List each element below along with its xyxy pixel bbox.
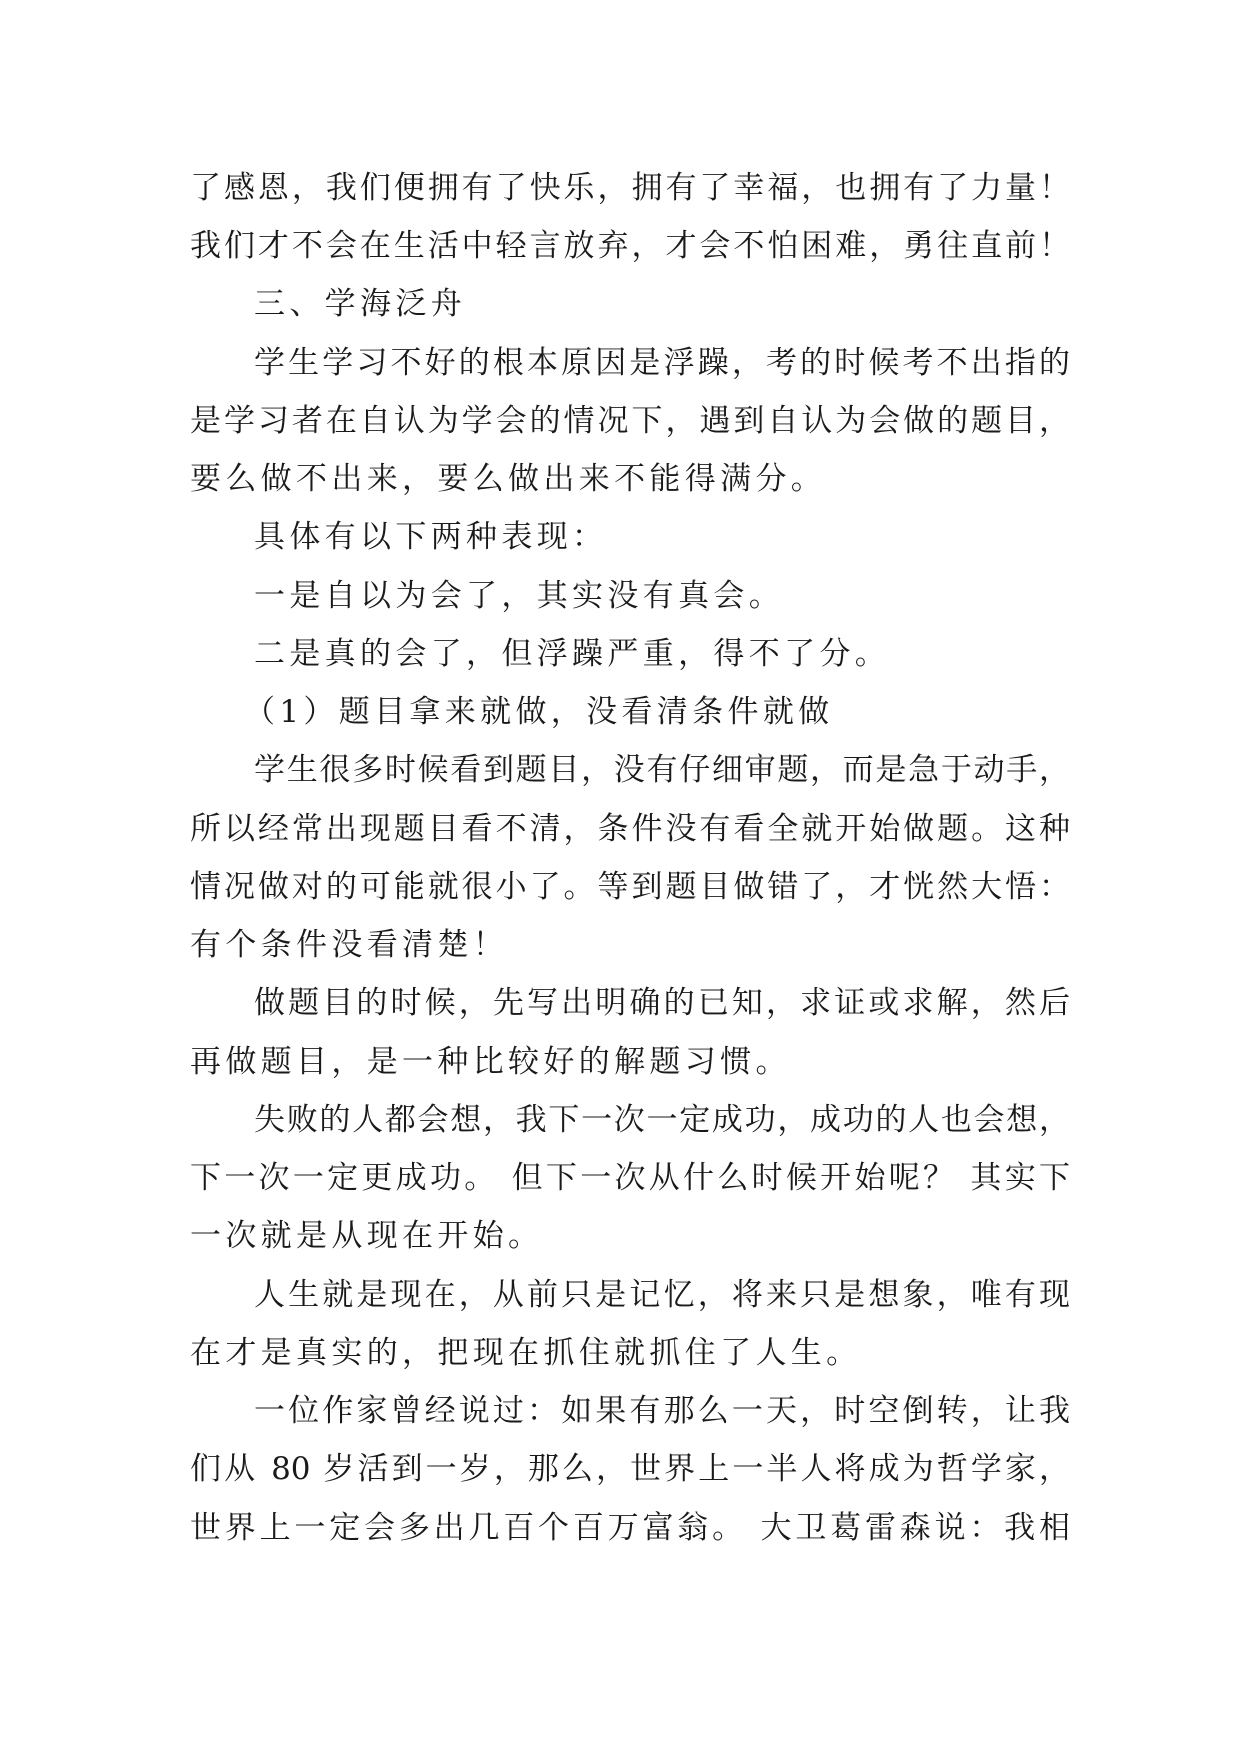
text-line: 世界上一定会多出几百个百万富翁。 大卫葛雷森说：我相 xyxy=(190,1510,1070,1546)
text-line: 一次就是从现在开始。 xyxy=(190,1218,544,1254)
text-line: 情况做对的可能就很小了。等到题目做错了，才恍然大悟： xyxy=(190,869,1070,905)
text-line: 我们才不会在生活中轻言放弃，才会不怕困难，勇往直前！ xyxy=(190,228,1070,264)
text-line: 一是自以为会了，其实没有真会。 xyxy=(254,578,785,614)
text-line: 下一次一定更成功。 但下一次从什么时候开始呢？ 其实下 xyxy=(190,1160,1070,1196)
text-line: 要么做不出来，要么做出来不能得满分。 xyxy=(190,461,827,497)
section-heading: 三、学海泛舟 xyxy=(254,286,467,322)
text-line: 学生学习不好的根本原因是浮躁，考的时候考不出指的 xyxy=(254,345,1070,381)
text-line: 具体有以下两种表现： xyxy=(254,519,608,555)
text-line: 学生很多时候看到题目，没有仔细审题，而是急于动手， xyxy=(254,752,1070,788)
subsection-heading: （1）题目拿来就做，没看清条件就做 xyxy=(244,694,834,730)
text-line: 做题目的时候，先写出明确的已知，求证或求解，然后 xyxy=(254,985,1070,1021)
text-line: 们从 80 岁活到一岁，那么，世界上一半人将成为哲学家， xyxy=(190,1451,1070,1487)
text-line: 再做题目，是一种比较好的解题习惯。 xyxy=(190,1044,791,1080)
text-line: 在才是真实的，把现在抓住就抓住了人生。 xyxy=(190,1335,862,1371)
text-line: 了感恩，我们便拥有了快乐，拥有了幸福，也拥有了力量！ xyxy=(190,170,1070,206)
text-line: 是学习者在自认为学会的情况下，遇到自认为会做的题目， xyxy=(190,403,1070,439)
text-line: 一位作家曾经说过：如果有那么一天，时空倒转，让我 xyxy=(254,1393,1070,1429)
text-line: 失败的人都会想，我下一次一定成功，成功的人也会想， xyxy=(254,1102,1070,1138)
text-line: 二是真的会了，但浮躁严重，得不了分。 xyxy=(254,636,891,672)
text-line: 所以经常出现题目看不清，条件没有看全就开始做题。这种 xyxy=(190,811,1070,847)
text-line: 人生就是现在，从前只是记忆，将来只是想象，唯有现 xyxy=(254,1277,1070,1313)
text-line: 有个条件没看清楚！ xyxy=(190,927,509,963)
